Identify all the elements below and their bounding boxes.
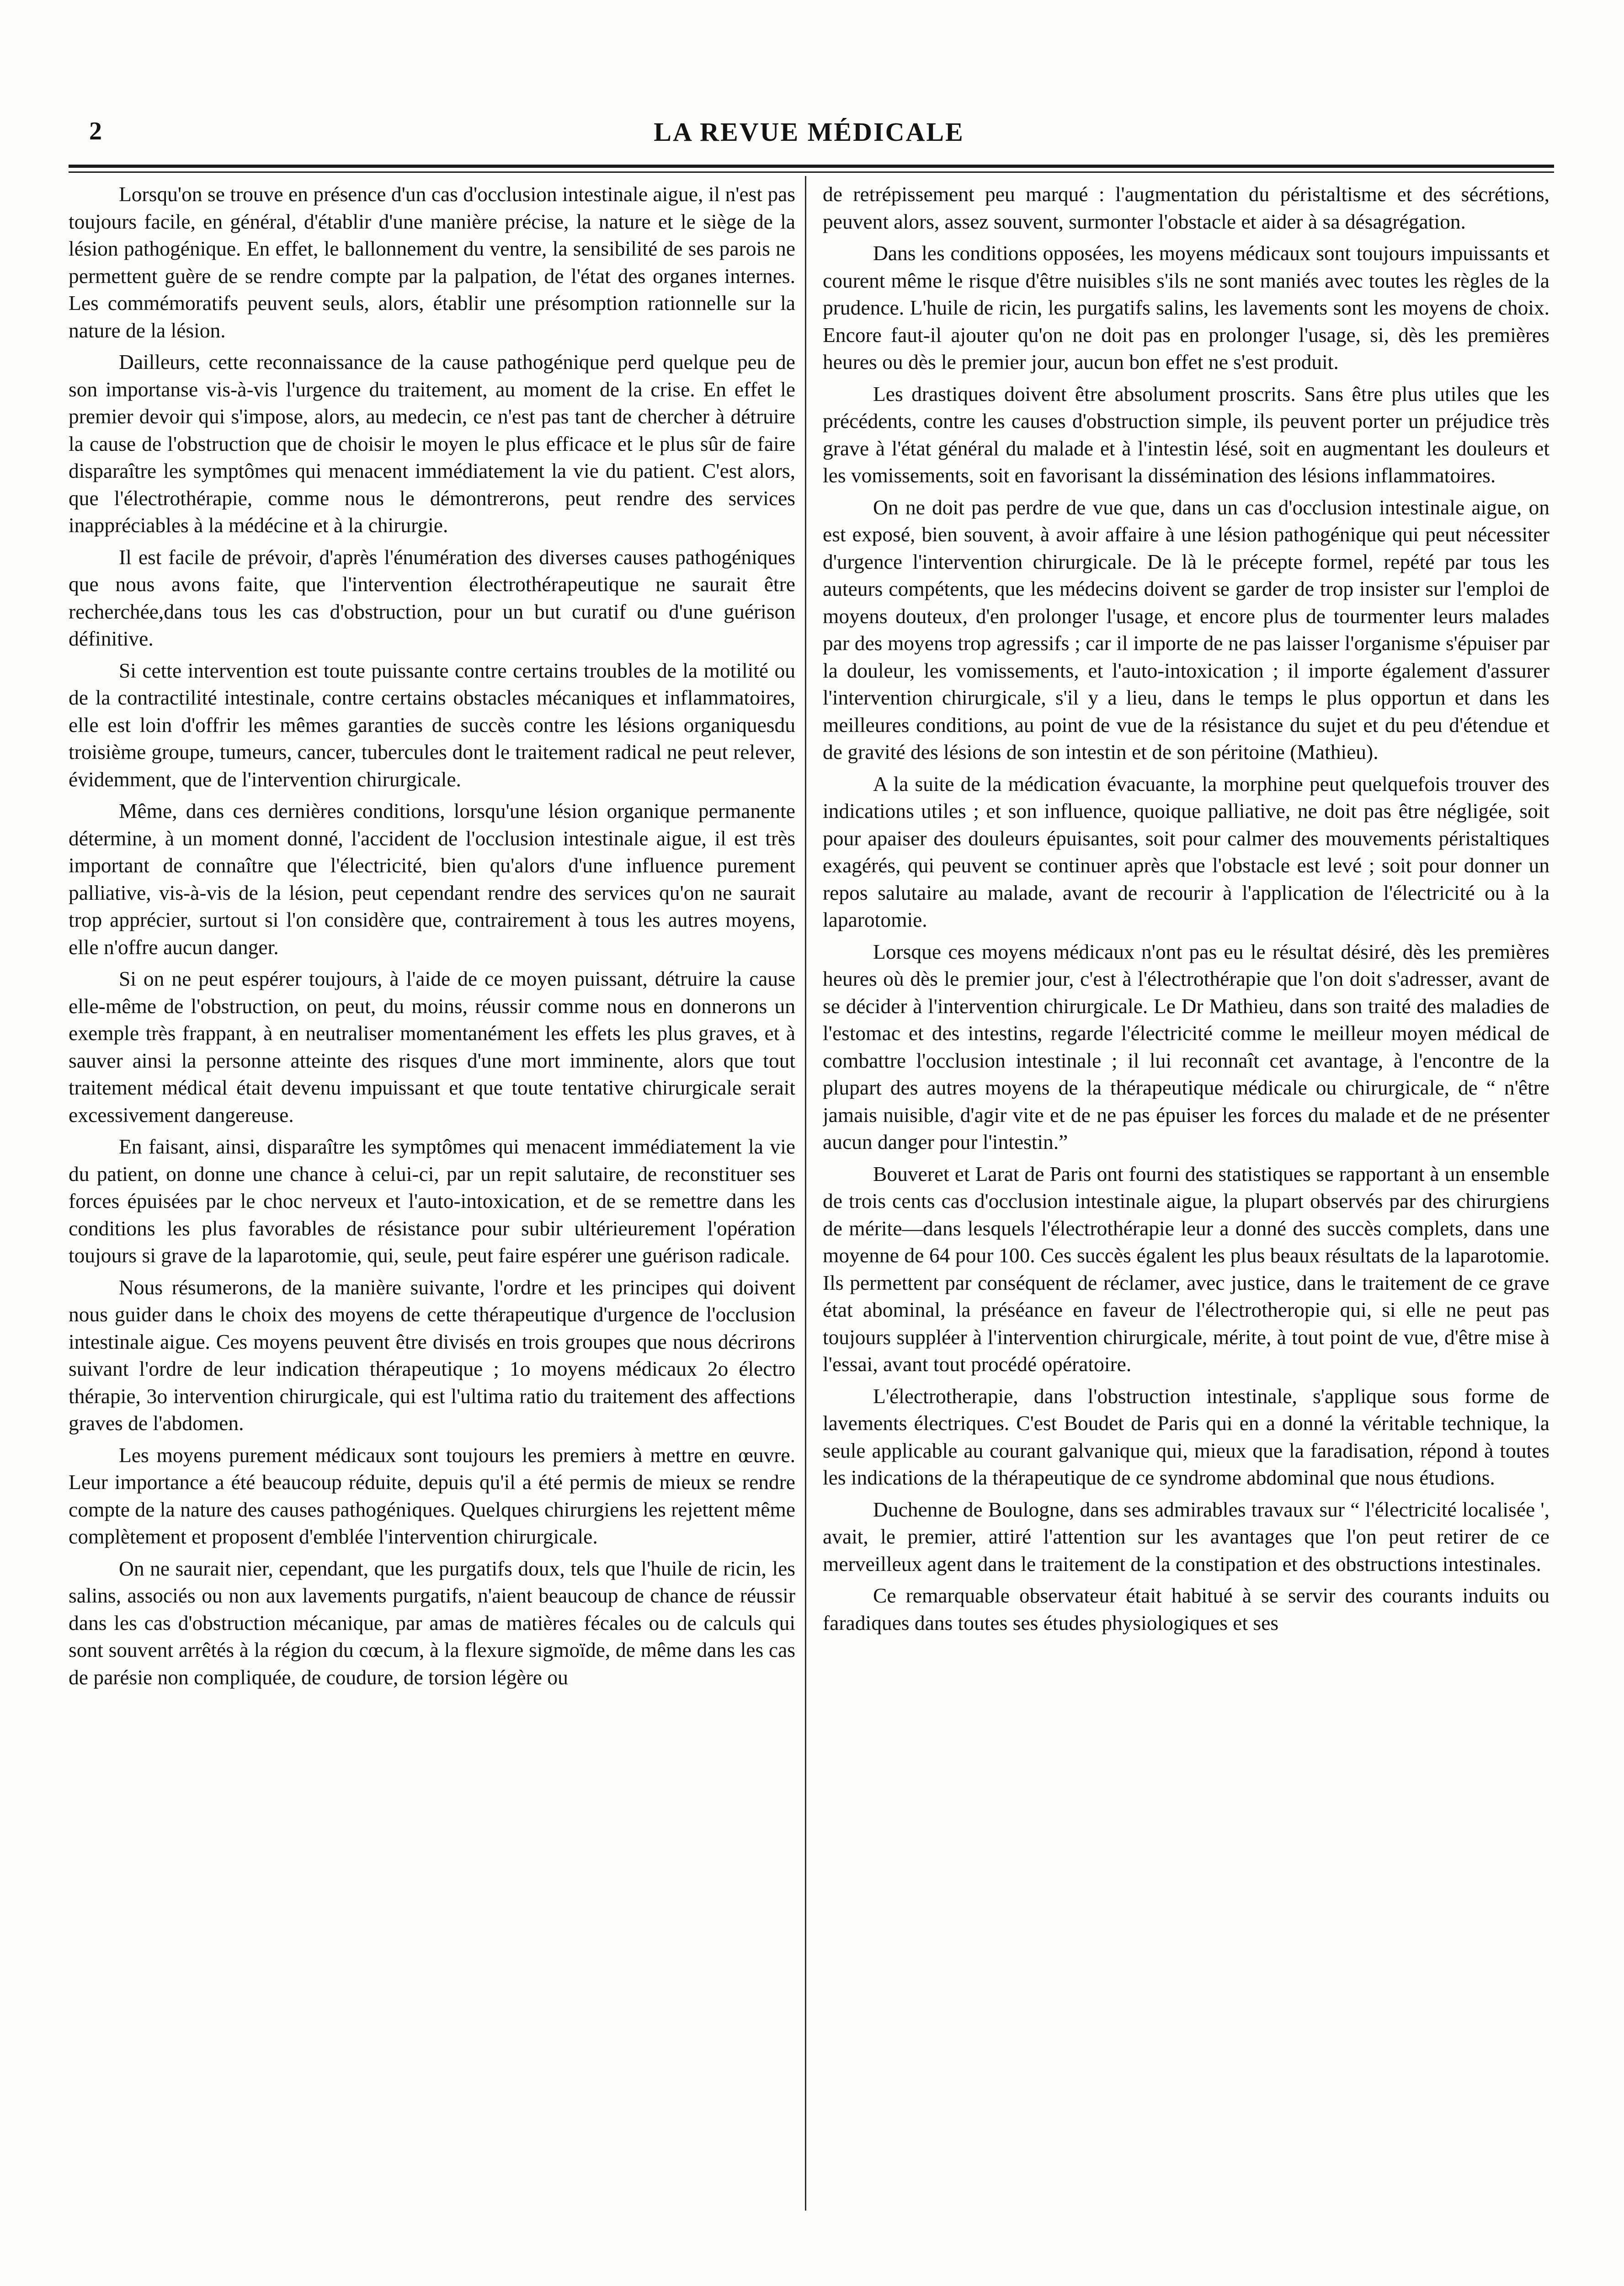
journal-title: LA REVUE MÉDICALE: [654, 117, 964, 147]
header-rule-thin: [69, 171, 1554, 173]
paragraph: L'électrotherapie, dans l'obstruction intestinale, s'applique sous forme de lavements électriques. C'est Boudet de Paris qui en a donné la véritable technique, la seule applicable au courant galvanique qui, mieux que la faradisation, répond à toutes les indications de la thérapeutique de ce syndrome abdominal que nous étudions.: [823, 1384, 1549, 1489]
paragraph: En faisant, ainsi, disparaître les symptômes qui menacent immédiatement la vie du patient, on donne une chance à celui-ci, par un repit salutaire, de reconstituer ses forces épuisées par le choc nerveux et l'auto-intoxication, et de se remettre dans les conditions les plus favorables de résistance pour subir ultérieurement l'opération toujours si grave de la laparotomie, qui, seule, peut faire espérer une guérison radicale.: [69, 1135, 795, 1267]
paragraph: Duchenne de Boulogne, dans ses admirables travaux sur “ l'électricité localisée ', avait, le premier, attiré l'attention sur les avantages que l'on peut retirer de ce merveilleux agent dans le traitement de la constipation et des obstructions intestinales.: [823, 1497, 1549, 1576]
page-number: 2: [89, 117, 102, 145]
paragraph: Lorsqu'on se trouve en présence d'un cas d'occlusion intestinale aigue, il n'est pas toujours facile, en général, d'établir d'une manière précise, la nature et le siège de la lésion pathogénique. En effet, le ballonnement du ventre, la sensibilité de ses parois ne permettent guère de se rendre compte par la palpation, de l'état des organes internes. Les commémoratifs peuvent seuls, alors, établir une présomption rationnelle sur la nature de la lésion.: [69, 182, 795, 342]
paragraph: A la suite de la médication évacuante, la morphine peut quelquefois trouver des indications utiles ; et son influence, quoique palliative, ne doit pas être négligée, soit pour apaiser des douleurs épuisantes, soit pour calmer des mouvements péristaltiques exagérés, qui peuvent se continuer après que l'obstacle est levé ; soit pour donner un repos salutaire au malade, avant de recourir à l'application de l'électricité ou à la laparotomie.: [823, 772, 1549, 931]
paragraph: Les drastiques doivent être absolument proscrits. Sans être plus utiles que les précédents, contre les causes d'obstruction simple, ils peuvent porter un préjudice très grave à l'état général du malade et à l'intestin lésé, soit en augmentant les douleurs et les vomissements, soit en favorisant la dissémination des lésions inflammatoires.: [823, 382, 1549, 487]
paragraph: On ne doit pas perdre de vue que, dans un cas d'occlusion intestinale aigue, on est exposé, bien souvent, à avoir affaire à une lésion pathogénique qui peut nécessiter d'urgence l'intervention chirurgicale. De là le précepte formel, repété par tous les auteurs compétents, que les médecins doivent se garder de trop insister sur l'emploi de moyens douteux, d'en prolonger l'usage, et encore plus de tourmenter leurs malades par des moyens trop agressifs ; car il importe de ne pas laisser l'organisme s'épuiser par la douleur, les vomissements, et l'auto-intoxication ; il importe également d'assurer l'intervention chirurgicale, s'il y a lieu, dans le temps le plus opportun et dans les meilleures conditions, au point de vue de la résistance du sujet et du peu d'étendue et de gravité des lésions de son intestin et de son péritoine (Mathieu).: [823, 495, 1549, 764]
paragraph: Même, dans ces dernières conditions, lorsqu'une lésion organique permanente détermine, à un moment donné, l'accident de l'occlusion intestinale aigue, il est très important de connaître que l'électricité, bien qu'alors d'une influence purement palliative, vis-à-vis de la lésion, peut cependant rendre des services qu'on ne saurait trop apprécier, surtout si l'on considère que, contrairement à tous les autres moyens, elle n'offre aucun danger.: [69, 799, 795, 959]
paragraph: Lorsque ces moyens médicaux n'ont pas eu le résultat désiré, dès les premières heures où dès le premier jour, c'est à l'électrothérapie que l'on doit s'adresser, avant de se décider à l'intervention chirurgicale. Le Dr Mathieu, dans son traité des maladies de l'estomac et des intestins, regarde l'électricité comme le meilleur moyen médical de combattre l'occlusion intestinale ; il lui reconnaît cet avantage, à l'encontre de la plupart des autres moyens de la thérapeutique médicale ou chirurgicale, de “ n'être jamais nuisible, d'agir vite et de ne pas épuiser les forces du malade et de ne présenter aucun danger pour l'intestin.”: [823, 940, 1549, 1154]
header-rule-thick: [69, 165, 1554, 168]
paragraph: Dans les conditions opposées, les moyens médicaux sont toujours impuissants et courent même le risque d'être nuisibles s'ils ne sont maniés avec toutes les règles de la prudence. L'huile de ricin, les purgatifs salins, les lavements sont les moyens de choix. Encore faut-il ajouter qu'on ne doit pas en prolonger l'usage, si, dès les premières heures ou dès le premier jour, aucun bon effet ne s'est produit.: [823, 241, 1549, 374]
right-column: [823, 181, 1549, 2211]
left-column: [69, 181, 795, 2211]
paragraph: On ne saurait nier, cependant, que les purgatifs doux, tels que l'huile de ricin, les salins, associés ou non aux lavements purgatifs, n'aient beaucoup de chance de réussir dans les cas d'obstruction mécanique, par amas de matières fécales ou de calculs qui sont souvent arrêtés à la région du cœcum, à la flexure sigmoïde, de même dans les cas de parésie non compliquée, de coudure, de torsion légère ou: [69, 1556, 795, 1689]
paragraph: Dailleurs, cette reconnaissance de la cause pathogénique perd quelque peu de son importanse vis-à-vis l'urgence du traitement, au moment de la crise. En effet le premier devoir qui s'impose, alors, au medecin, ce n'est pas tant de chercher à détruire la cause de l'obstruction que de choisir le moyen le plus efficace et le plus sûr de faire disparaître les symptômes qui menacent immédiatement la vie du patient. C'est alors, que l'électrothérapie, comme nous le démontrerons, peut rendre des services inappréciables à la médécine et à la chirurgie.: [69, 350, 795, 537]
page-header: [69, 117, 1549, 158]
paragraph: Ce remarquable observateur était habitué à se servir des courants induits ou faradiques dans toutes ses études physiologiques et ses: [823, 1584, 1549, 1634]
paragraph: Bouveret et Larat de Paris ont fourni des statistiques se rapportant à un ensemble de trois cents cas d'occlusion intestinale aigue, la plupart observés par des chirurgiens de mérite—dans lesquels l'électrothérapie leur a donné des succès complets, dans une moyenne de 64 pour 100. Ces succès égalent les plus beaux résultats de la laparotomie. Ils permettent par conséquent de réclamer, avec justice, dans le traitement de ce grave état abominal, la préséance en faveur de l'électrotheropie qui, si elle ne peut pas toujours suppléer à l'intervention chirurgicale, mérite, à tout point de vue, d'être mise à l'essai, avant tout procédé opératoire.: [823, 1162, 1549, 1376]
paragraph-continuation: de retrépissement peu marqué : l'augmentation du péristaltisme et des sécrétions, peuvent alors, assez souvent, surmonter l'obstacle et aider à sa désagrégation.: [823, 182, 1549, 233]
paragraph: Nous résumerons, de la manière suivante, l'ordre et les principes qui doivent nous guider dans le choix des moyens de cette thérapeutique d'urgence de l'occlusion intestinale aigue. Ces moyens peuvent être divisés en trois groupes que nous décrirons suivant l'ordre de leur indication thérapeutique ; 1o moyens médicaux 2o électro thérapie, 3o intervention chirurgicale, qui est l'ultima ratio du traitement des affections graves de l'abdomen.: [69, 1275, 795, 1435]
paragraph: Si on ne peut espérer toujours, à l'aide de ce moyen puissant, détruire la cause elle-même de l'obstruction, on peut, du moins, réussir comme nous en donnerons un exemple très frappant, à en neutraliser momentanément les effets les plus graves, et à sauver ainsi la personne atteinte des risques d'une mort imminente, alors que tout traitement médical était devenu impuissant et que toute tentative chirurgicale serait excessivement dangereuse.: [69, 967, 795, 1127]
paragraph: Il est facile de prévoir, d'après l'énumération des diverses causes pathogéniques que nous avons faite, que l'intervention électrothérapeutique ne saurait être recherchée,dans tous les cas d'obstruction, pour un but curatif ou d'une guérison définitive.: [69, 545, 795, 650]
paragraph: Les moyens purement médicaux sont toujours les premiers à mettre en œuvre. Leur importance a été beaucoup réduite, depuis qu'il a été permis de mieux se rendre compte de la nature des causes pathogéniques. Quelques chirurgiens les rejettent même complètement et proposent d'emblée l'intervention chirurgicale.: [69, 1443, 795, 1548]
column-divider: [805, 176, 806, 2211]
paragraph: Si cette intervention est toute puissante contre certains troubles de la motilité ou de la contractilité intestinale, contre certains obstacles mécaniques et inflammatoires, elle est loin d'offrir les mêmes garanties de succès contre les lésions organiquesdu troisième groupe, tumeurs, cancer, tubercules dont le traitement radical ne peut relever, évidemment, que de l'intervention chirurgicale.: [69, 658, 795, 791]
